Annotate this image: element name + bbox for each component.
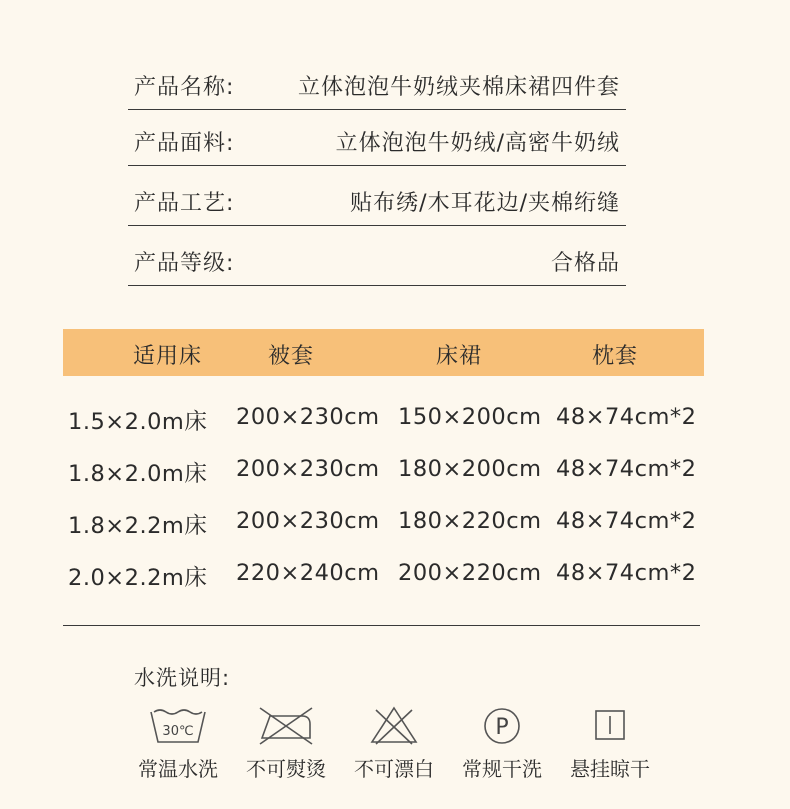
- size-table-header: [63, 329, 704, 376]
- cell-duvet-size: 200×230cm: [236, 508, 380, 534]
- info-label: 产品等级:: [134, 251, 235, 276]
- column-header-bedskirt: 床裙: [436, 344, 483, 369]
- info-row-craft: [128, 183, 626, 226]
- info-row-fabric: [128, 123, 626, 166]
- cell-pillowcase-size: 48×74cm*2: [556, 560, 697, 586]
- info-label: 产品工艺:: [134, 191, 235, 216]
- cell-bedskirt-size: 200×220cm: [398, 560, 542, 586]
- cell-bedskirt-size: 180×200cm: [398, 456, 542, 482]
- care-label: 常温水洗: [138, 757, 218, 781]
- dry-clean-p-icon: [472, 704, 532, 746]
- svg-text:30℃: 30℃: [162, 724, 194, 739]
- care-label: 不可熨烫: [246, 757, 326, 781]
- info-label: 产品名称:: [134, 75, 235, 100]
- cell-pillowcase-size: 48×74cm*2: [556, 404, 697, 430]
- table-row: [63, 456, 704, 496]
- washing-title: 水洗说明:: [134, 666, 231, 690]
- care-item-iron: [238, 704, 334, 782]
- care-item-linedry: [562, 704, 658, 782]
- column-header-pillowcase: 枕套: [592, 344, 639, 369]
- info-value: 合格品: [550, 251, 620, 276]
- cell-duvet-size: 200×230cm: [236, 404, 380, 430]
- info-value: 立体泡泡牛奶绒夹棉床裙四件套: [297, 75, 620, 100]
- info-label: 产品面料:: [134, 131, 235, 156]
- cell-duvet-size: 220×240cm: [236, 560, 380, 586]
- care-label: 不可漂白: [354, 757, 434, 781]
- table-row: [63, 404, 704, 444]
- table-bottom-divider: [63, 625, 700, 626]
- info-row-grade: [128, 243, 626, 286]
- column-header-duvet: 被套: [268, 344, 315, 369]
- care-label: 常规干洗: [462, 757, 542, 781]
- wash-30c-icon: [148, 704, 208, 746]
- cell-bedskirt-size: 180×220cm: [398, 508, 542, 534]
- table-row: [63, 508, 704, 548]
- care-item-wash: [130, 704, 226, 782]
- cell-bedskirt-size: 150×200cm: [398, 404, 542, 430]
- info-row-name: [128, 67, 626, 110]
- info-value: 贴布绣/木耳花边/夹棉绗缝: [350, 191, 620, 216]
- cell-bed-size: 1.8×2.2m床: [68, 513, 208, 539]
- table-row: [63, 560, 704, 600]
- info-value: 立体泡泡牛奶绒/高密牛奶绒: [335, 131, 620, 156]
- care-item-dryclean: [454, 704, 550, 782]
- care-item-bleach: [346, 704, 442, 782]
- svg-text:P: P: [495, 715, 509, 740]
- no-bleach-icon: [364, 704, 424, 746]
- cell-pillowcase-size: 48×74cm*2: [556, 508, 697, 534]
- column-header-bed: 适用床: [133, 344, 203, 369]
- no-iron-icon: [256, 704, 316, 746]
- care-label: 悬挂晾干: [570, 757, 650, 781]
- cell-duvet-size: 200×230cm: [236, 456, 380, 482]
- cell-pillowcase-size: 48×74cm*2: [556, 456, 697, 482]
- line-dry-icon: [580, 704, 640, 746]
- cell-bed-size: 1.8×2.0m床: [68, 461, 208, 487]
- cell-bed-size: 2.0×2.2m床: [68, 565, 208, 591]
- cell-bed-size: 1.5×2.0m床: [68, 409, 208, 435]
